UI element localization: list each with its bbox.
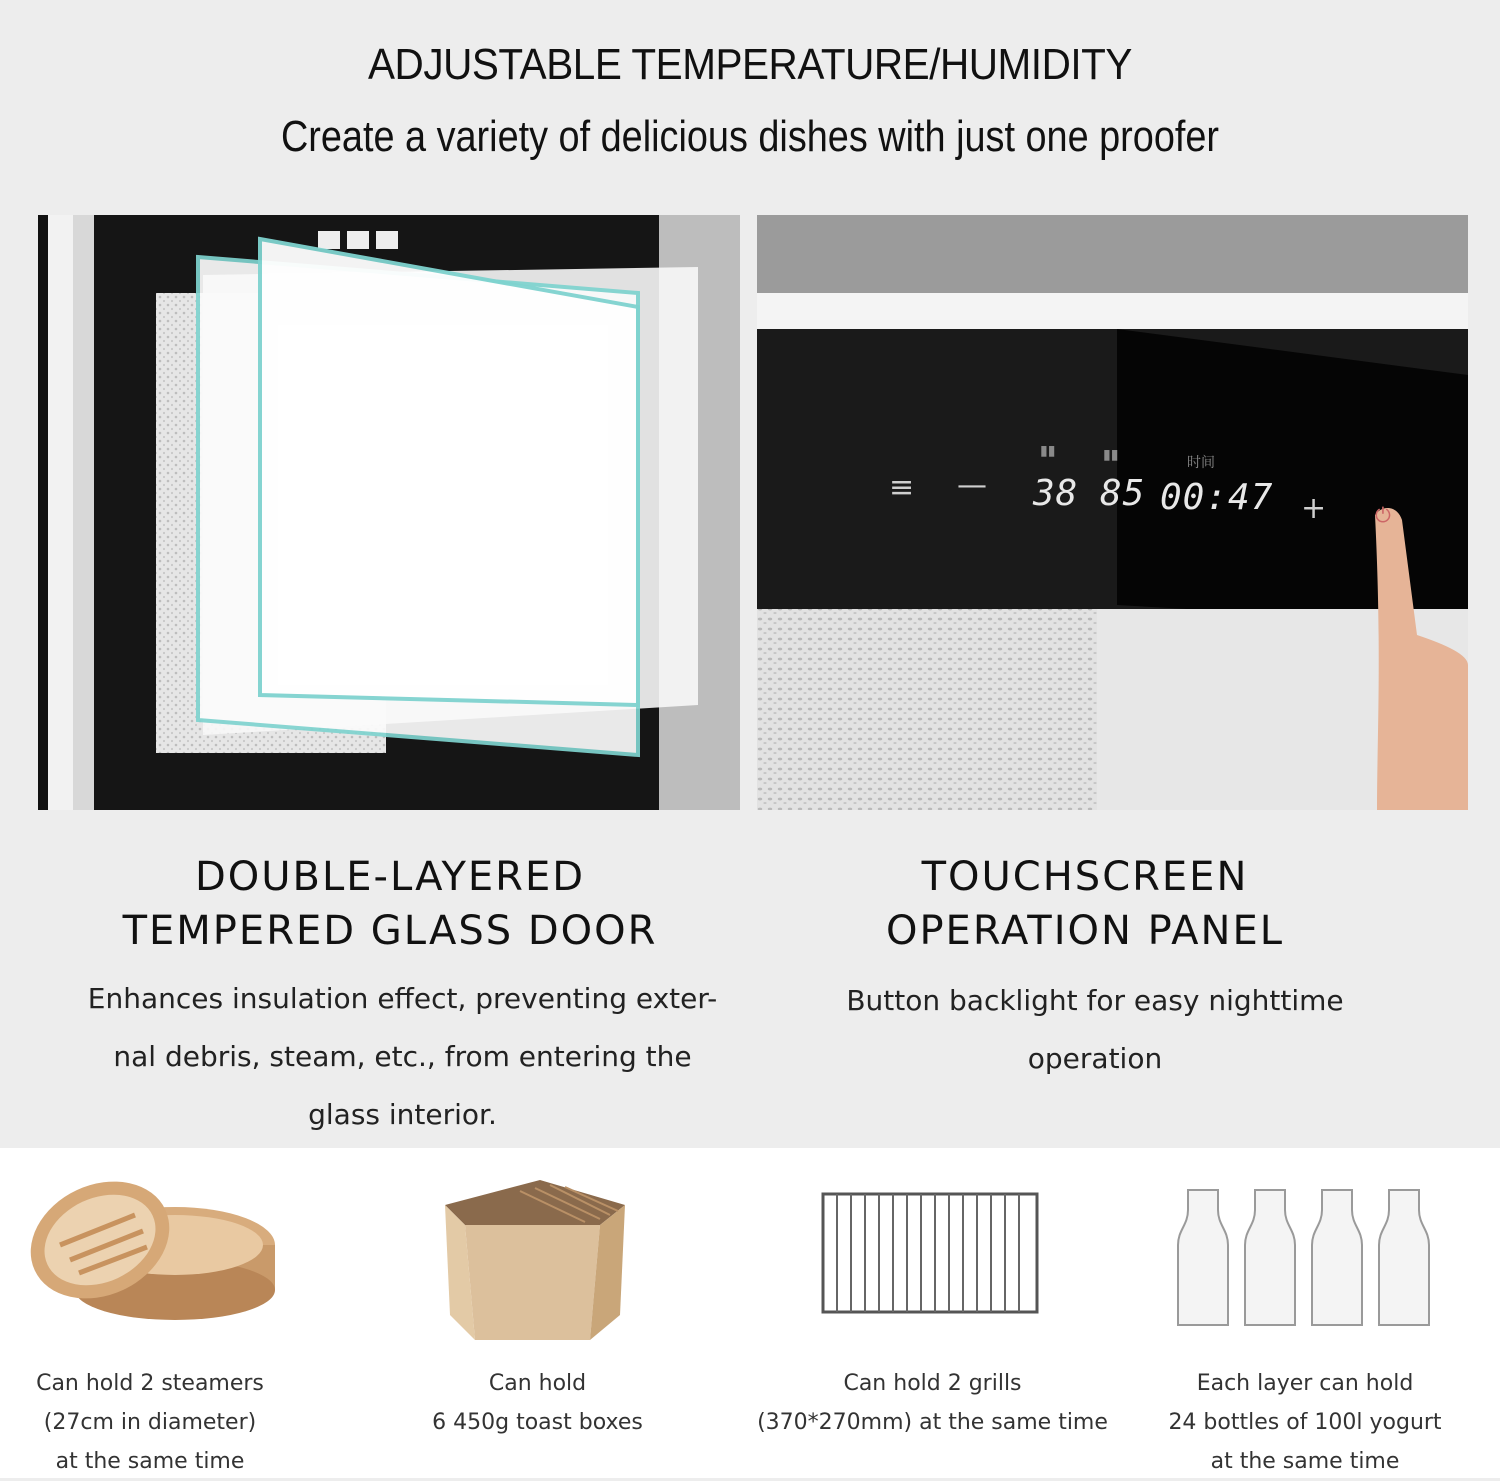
caption-line: Can hold 2 steamers: [36, 1371, 264, 1396]
steamer-icon: [15, 1175, 285, 1325]
capacity-caption-yogurt: [1140, 1364, 1470, 1481]
feature-glass-door: [40, 850, 740, 958]
capacity-caption-steamer: [0, 1364, 300, 1481]
power-icon[interactable]: ⏻: [1375, 503, 1391, 527]
feature-title-line2: TEMPERED GLASS DOOR: [122, 908, 658, 954]
temperature-display: 38: [1033, 473, 1079, 514]
caption-line: (370*270mm) at the same time: [757, 1410, 1108, 1435]
caption-line: 24 bottles of 100l yogurt: [1168, 1410, 1442, 1435]
page-title: ADJUSTABLE TEMPERATURE/HUMIDITY: [368, 40, 1132, 89]
feature-desc-line2: operation: [1027, 1042, 1163, 1075]
feature-desc-line1: Enhances insulation effect, preventing exter-: [87, 982, 718, 1015]
feature-title-line2: OPERATION PANEL: [885, 908, 1285, 954]
glass-door-illustration: [38, 215, 740, 810]
caption-line: 6 450g toast boxes: [432, 1410, 643, 1435]
feature-touch-panel: [760, 850, 1410, 958]
touch-panel-photo: [757, 215, 1468, 810]
toast-box-icon: [440, 1175, 630, 1345]
page-subtitle: Create a variety of delicious dishes with just one proofer: [280, 112, 1220, 161]
humidity-icon: ▮▮: [1103, 447, 1119, 463]
yogurt-bottles-icon: [1170, 1185, 1440, 1335]
minus-icon[interactable]: —: [957, 468, 987, 503]
temp-icon: ▮▮: [1040, 443, 1056, 459]
feature-glass-door-desc: [40, 970, 765, 1144]
capacity-caption-toast: [385, 1364, 690, 1442]
caption-line: (27cm in diameter): [43, 1410, 257, 1435]
feature-desc-line2: nal debris, steam, etc., from entering the: [113, 1040, 692, 1073]
time-display: 00:47: [1160, 477, 1274, 518]
menu-icon[interactable]: ≡: [889, 470, 915, 505]
glass-door-photo: [38, 215, 740, 810]
humidity-display: 85: [1100, 473, 1146, 514]
caption-line: Each layer can hold: [1196, 1371, 1414, 1396]
feature-title-line1: DOUBLE-LAYERED: [194, 854, 586, 900]
grill-rack-icon: [815, 1188, 1045, 1318]
capacity-caption-grill: [740, 1364, 1125, 1442]
time-label: 时间: [1187, 455, 1215, 471]
feature-title-line1: TOUCHSCREEN: [921, 854, 1249, 900]
caption-line: Can hold 2 grills: [843, 1371, 1022, 1396]
caption-line: Can hold: [488, 1371, 587, 1396]
caption-line: at the same time: [55, 1449, 245, 1474]
plus-icon[interactable]: +: [1301, 491, 1327, 526]
feature-desc-line1: Button backlight for easy nighttime: [846, 984, 1344, 1017]
caption-line: at the same time: [1210, 1449, 1400, 1474]
feature-touch-panel-desc: [790, 972, 1400, 1088]
feature-desc-line3: glass interior.: [308, 1098, 497, 1131]
